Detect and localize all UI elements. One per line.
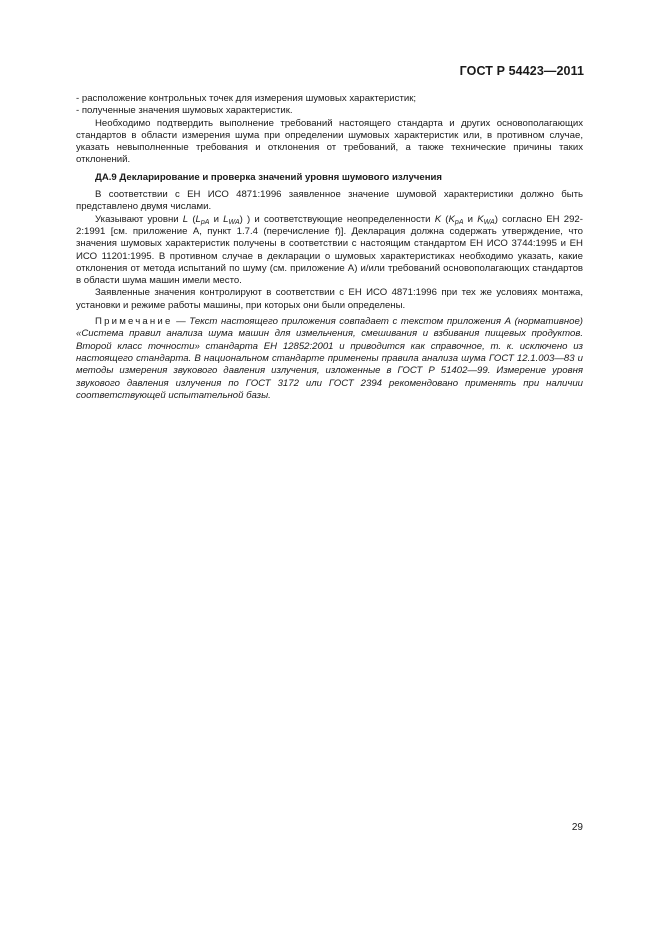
page-content <box>76 93 583 402</box>
subscript: WA <box>228 218 240 226</box>
note-dash: — <box>172 316 190 328</box>
subscript: pA <box>200 218 210 226</box>
note-label: Примечание <box>95 316 173 328</box>
paragraph-declared-value: В соответствии с ЕН ИСО 4871:1996 заявленное значение шумовой характеристики должно быть представлено двумя числами. <box>76 189 583 213</box>
text-run: ( <box>441 213 449 225</box>
list-item: - расположение контрольных точек для измерения шумовых характеристик; <box>76 93 417 104</box>
subscript: pA <box>454 218 464 226</box>
text-run: ) ) и соответствующие неопределенности <box>239 213 435 225</box>
paragraph-control-values: Заявленные значения контролируют в соответствии с ЕН ИСО 4871:1996 при тех же условиях монтажа, установки и режиме работы машины, при которых они были определены. <box>76 287 583 311</box>
symbol-L: L <box>223 213 229 225</box>
text-run: и <box>209 213 224 225</box>
paragraph-confirm-requirements: Необходимо подтвердить выполнение требований настоящего стандарта и других основополагающих стандартов в области измерения шума при определении шумовых характеристик или, в противном случае, указать невыполненные требования и отклонения от требований, а также технические причины таких отклонений. <box>76 117 583 166</box>
symbol-L: L <box>182 213 189 225</box>
section-heading: ДА.9 Декларирование и проверка значений уровня шумового излучения <box>95 171 442 183</box>
page-number: 29 <box>571 822 583 833</box>
symbol-K: K <box>448 213 455 225</box>
note-text: Текст настоящего приложения совпадает с текстом приложения А (нормативное) «Система правил анализа шума машин для измельчения, смешивания и взбивания пищевых продуктов. Второй класс точности» стандарта ЕН 12852:2001 и приводится как справочное, т. к. исключено из настоящего стандарта. В национальном стандарте применены правила анализа шума ГОСТ 12.1.003—83 и методы измерения звукового давления излучения, изложенные в ГОСТ Р 51402—99. Измерение уровня звукового давления излучения по ГОСТ 3172 или ГОСТ 2394 рекомендовано применять при наличии соответствующей испытательной базы. <box>76 316 583 401</box>
text-run: и <box>463 213 478 225</box>
text-run: ( <box>188 213 196 225</box>
note-block <box>76 316 583 402</box>
text-run: Указывают уровни <box>95 213 183 225</box>
subscript: WA <box>483 218 495 226</box>
text-run: ) согласно ЕН 292-2:1991 [см. приложение А, пункт 1.7.4 (перечисление f)]. Декларация должна содержать утверждение, что значения шумовых характеристик получены в соответствии с настоящим стандартом ЕН ИСО 3744:1995 и ЕН ИСО 11201:1995. В противном случае в декларации о шумовых характеристиках необходимо указать, какие отклонения от метода испытаний по шуму (см. приложение А) и/или требований основополагающих стандартов в области шума машин имели место. <box>76 213 583 287</box>
document-code-header: ГОСТ Р 54423—2011 <box>459 64 584 78</box>
symbol-K: K <box>434 213 442 225</box>
paragraph-levels-uncertainties <box>76 214 583 288</box>
list-item: - полученные значения шумовых характеристик. <box>76 105 293 117</box>
symbol-L: L <box>195 213 201 225</box>
symbol-K: K <box>477 213 484 225</box>
